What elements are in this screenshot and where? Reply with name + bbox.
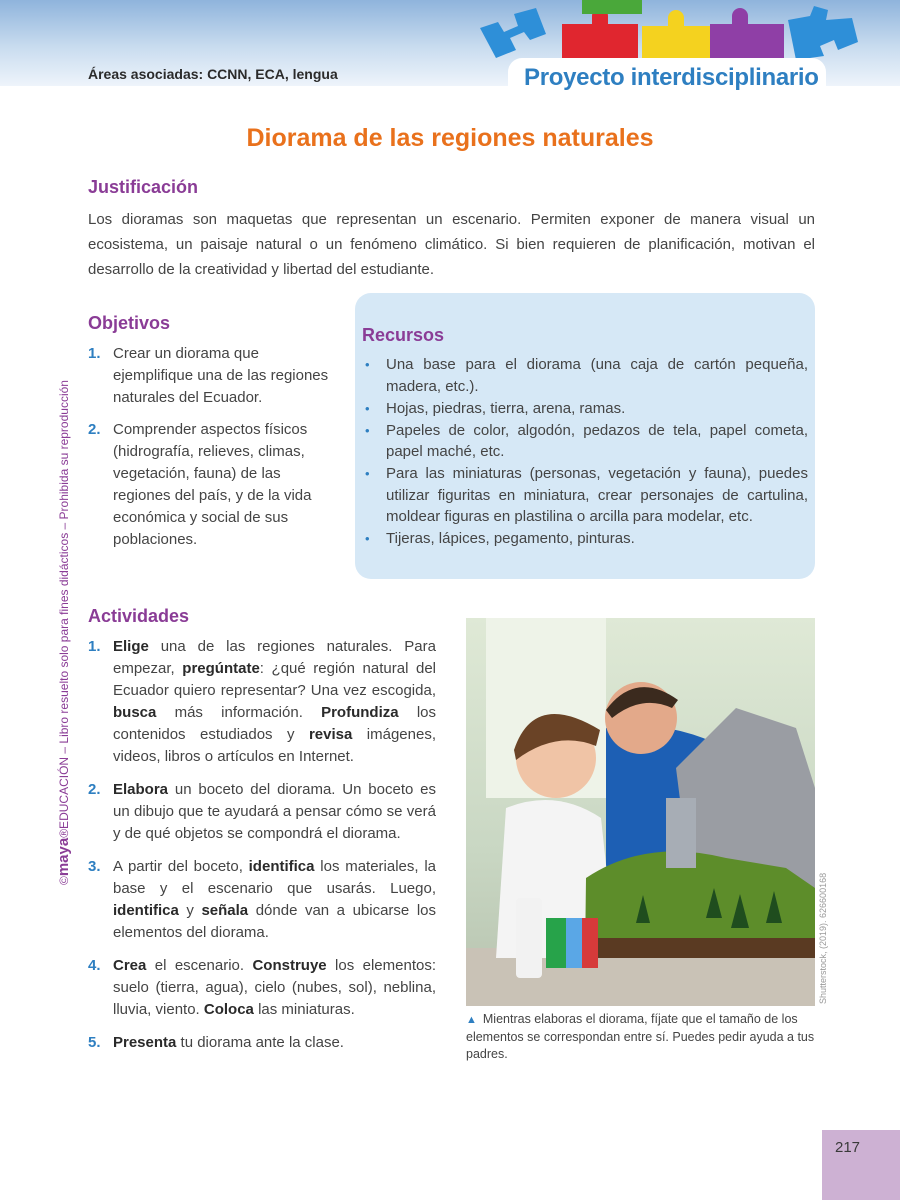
page-title: Diorama de las regiones naturales xyxy=(246,124,654,152)
actividades-heading: Actividades xyxy=(88,606,190,626)
objetivos-heading: Objetivos xyxy=(88,313,171,333)
bullet-icon: • xyxy=(365,357,370,372)
actividad-text: tu diorama ante la clase. xyxy=(176,1034,344,1051)
actividad-number: 3. xyxy=(88,858,101,875)
actividad-text: : ¿qué región natural del Ecuador quiero representar? Una vez escogida, xyxy=(113,660,437,699)
recurso-text: Hojas, piedras, tierra, arena, ramas. xyxy=(386,399,626,417)
actividad-verb: identifica xyxy=(248,858,315,875)
actividad-text: el escenario. xyxy=(146,957,253,974)
associated-areas-label: Áreas asociadas: CCNN, ECA, lengua xyxy=(88,66,338,82)
recurso-text: Una base para el diorama (una caja de cartón pequeña, madera, etc.). xyxy=(386,356,808,395)
puzzle-piece-red xyxy=(562,8,638,58)
puzzle-piece-blue-left xyxy=(480,8,546,58)
puzzle-piece-yellow xyxy=(642,10,710,58)
recurso-item xyxy=(365,463,808,528)
actividad-text: dónde van a ubicarse los elementos del diorama. xyxy=(113,902,436,941)
recurso-text: Papeles de color, algodón, pedazos de tela, papel cometa, papel maché, etc. xyxy=(386,421,808,460)
recurso-item xyxy=(365,528,808,550)
project-title: Proyecto interdisciplinario xyxy=(524,64,819,91)
bullet-icon: • xyxy=(365,400,370,416)
objetivo-item xyxy=(88,343,338,409)
bullet-icon: • xyxy=(365,466,370,481)
actividad-text: los materiales, la base y el escenario que usarás. Luego, xyxy=(113,858,436,897)
glue-bottle xyxy=(516,898,542,978)
actividad-verb: revisa xyxy=(308,726,353,743)
actividad-text: un boceto del diorama. Un boceto es un dibujo que te ayudará a pensar cómo se verá y de qué objetos se compondrá el diorama. xyxy=(113,781,436,842)
actividad-item xyxy=(88,955,436,1021)
actividad-number: 4. xyxy=(88,957,101,974)
puzzle-pieces-image xyxy=(470,0,900,66)
actividad-verb: Construye xyxy=(252,957,327,974)
diorama-photo xyxy=(466,618,815,1006)
actividad-text: los elementos: suelo (tierra, agua), cielo (nubes, sol), neblina, lluvia, viento. xyxy=(113,957,436,1018)
paint-jar-blue xyxy=(566,918,582,968)
page-number: 217 xyxy=(835,1139,861,1156)
actividad-item xyxy=(88,856,436,944)
objetivo-text: Crear un diorama que ejemplifique una de las regiones naturales del Ecuador. xyxy=(113,345,329,406)
recursos-heading: Recursos xyxy=(362,325,445,345)
actividad-item xyxy=(88,779,436,845)
recursos-list xyxy=(365,354,808,550)
actividad-number: 1. xyxy=(88,638,101,655)
objetivo-text: Comprender aspectos físicos (hidrografía, relieves, climas, vegetación, fauna) de las regiones del país, y de la vida económica y social de sus poblaciones. xyxy=(113,421,312,548)
actividad-item xyxy=(88,636,436,768)
photo-caption xyxy=(466,1011,816,1063)
copyright-symbol: © xyxy=(57,876,71,885)
actividad-verb: identifica xyxy=(113,902,179,919)
actividad-verb: busca xyxy=(113,704,157,721)
actividad-number: 2. xyxy=(88,781,101,798)
actividades-list xyxy=(88,636,436,1065)
actividad-number: 5. xyxy=(88,1034,101,1051)
actividad-item xyxy=(88,1032,436,1054)
actividad-verb: Crea xyxy=(113,957,147,974)
recurso-text: Para las miniaturas (personas, vegetación y fauna), puedes utilizar figuritas en miniatura, crear personajes de cartulina, moldear figuras en plastilina o arcilla para modelar, etc. xyxy=(386,465,808,525)
photo-credit: Shutterstock, (2019). 626600168 xyxy=(818,872,828,1004)
actividad-text: las miniaturas. xyxy=(253,1001,355,1018)
recurso-item xyxy=(365,398,808,420)
publisher-logo: maya xyxy=(55,837,72,877)
puzzle-piece-purple xyxy=(710,8,784,58)
bullet-icon: • xyxy=(365,422,370,438)
actividad-verb: Elige xyxy=(113,638,149,655)
copyright-sidebar xyxy=(55,380,72,885)
paint-jar-green xyxy=(546,918,566,968)
diorama-base xyxy=(586,938,815,958)
actividad-verb: señala xyxy=(201,902,249,919)
paint-jar-red xyxy=(582,918,598,968)
objetivo-number: 2. xyxy=(88,421,101,438)
actividad-text: los contenidos estudiados y xyxy=(113,704,436,743)
actividad-verb: Elabora xyxy=(113,781,169,798)
actividad-text: una de las regiones naturales. Para empezar, xyxy=(113,638,436,677)
page-number-box xyxy=(822,1130,900,1200)
registered-symbol: ® xyxy=(57,828,71,838)
photo-caption-text: Mientras elaboras el diorama, fíjate que el tamaño de los elementos se correspondan entre sí. Puedes pedir ayuda a tus padres. xyxy=(466,1012,815,1061)
triangle-icon: ▲ xyxy=(466,1014,477,1026)
objetivo-number: 1. xyxy=(88,345,101,362)
bullet-icon: • xyxy=(365,531,370,546)
diorama-castle xyxy=(666,798,696,868)
puzzle-piece-blue-right xyxy=(788,6,858,60)
recurso-text: Tijeras, lápices, pegamento, pinturas. xyxy=(386,530,635,547)
objetivos-list xyxy=(88,343,338,561)
actividad-verb: Presenta xyxy=(113,1034,177,1051)
actividad-verb: pregúntate xyxy=(182,660,260,677)
actividad-text: más información. xyxy=(156,704,322,721)
objetivo-item xyxy=(88,419,338,551)
actividad-verb: Coloca xyxy=(203,1001,254,1018)
justificacion-text: Los dioramas son maquetas que representan un escenario. Permiten exponer de manera visual un ecosistema, un paisaje natural o un fenómeno climático. Si bien requieren de planificación, motivan el desarrollo de la creatividad y libertad del estudiante. xyxy=(88,211,815,278)
recurso-item xyxy=(365,354,808,397)
actividad-verb: Profundiza xyxy=(321,704,399,721)
actividad-text: A partir del boceto, xyxy=(113,858,249,875)
recurso-item xyxy=(365,420,808,463)
actividad-text: y xyxy=(178,902,202,919)
puzzle-piece-green-top xyxy=(582,0,642,14)
justificacion-heading: Justificación xyxy=(88,177,199,197)
copyright-text: EDUCACIÓN – Libro resuelto solo para fines didácticos – Prohibida su reproducción xyxy=(57,380,71,829)
actividad-text: imágenes, videos, libros o artículos en Internet. xyxy=(113,726,436,765)
